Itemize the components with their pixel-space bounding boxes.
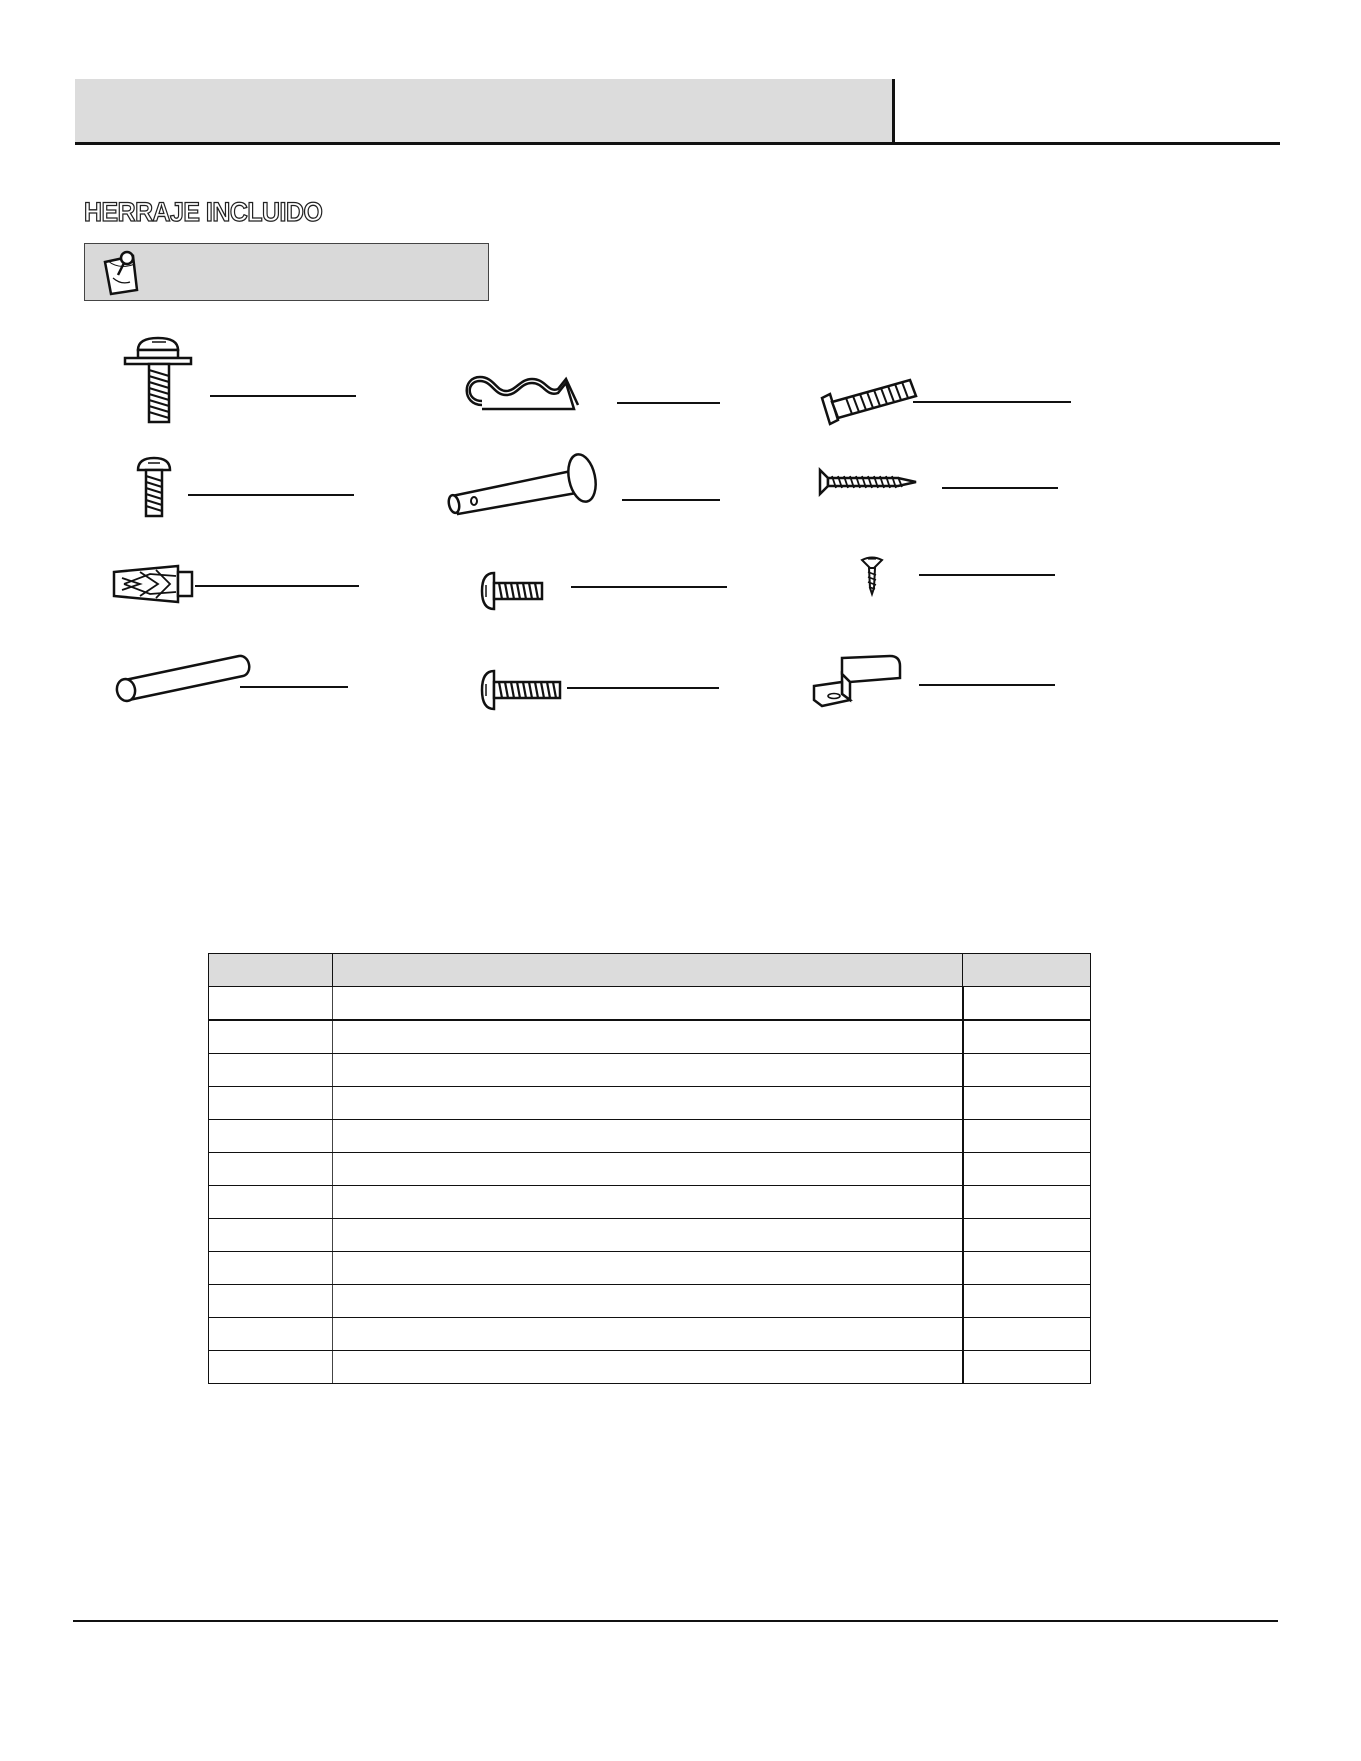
table-cell (209, 1318, 333, 1351)
table-cell (333, 1120, 963, 1153)
table-cell (209, 1153, 333, 1186)
table-cell (333, 1020, 963, 1054)
dowel-pin-icon (113, 650, 253, 702)
table-cell (209, 1252, 333, 1285)
long-machine-screw-icon (480, 669, 564, 711)
table-row (209, 1186, 1091, 1219)
part-label-leader (210, 395, 356, 397)
table-cell (963, 1318, 1091, 1351)
table-cell (963, 1054, 1091, 1087)
table-row (209, 1153, 1091, 1186)
table-cell (963, 1219, 1091, 1252)
part-label-leader (942, 487, 1058, 489)
part-label-leader (571, 586, 727, 588)
table-row (209, 1285, 1091, 1318)
table-cell (333, 1318, 963, 1351)
table-cell (963, 1153, 1091, 1186)
section-title: HERRAJE INCLUIDO (84, 197, 323, 227)
table-cell (209, 1219, 333, 1252)
parts-table (208, 953, 1091, 1384)
note-box (84, 243, 489, 301)
wood-screw-icon (818, 468, 918, 496)
table-row (209, 1087, 1091, 1120)
part-label-leader (567, 687, 719, 689)
part-label-leader (622, 499, 720, 501)
table-row (209, 1020, 1091, 1054)
table-cell (209, 1285, 333, 1318)
table-row (209, 1318, 1091, 1351)
table-cell (333, 1087, 963, 1120)
table-cell (209, 1087, 333, 1120)
machine-screw-with-washer-icon (122, 336, 198, 428)
part-label-leader (188, 494, 354, 496)
table-cell (209, 987, 333, 1021)
table-cell (963, 1120, 1091, 1153)
small-phillips-screw-icon (860, 556, 884, 596)
table-cell (963, 1186, 1091, 1219)
wire-connector-icon (110, 564, 198, 604)
table-cell (333, 1153, 963, 1186)
table-cell (333, 1252, 963, 1285)
table-row (209, 987, 1091, 1021)
table-cell (963, 1351, 1091, 1384)
footer-rule (73, 1620, 1278, 1622)
table-header-row (209, 954, 1091, 987)
part-label-leader (919, 684, 1055, 686)
table-row (209, 1219, 1091, 1252)
table-cell (209, 1054, 333, 1087)
table-row (209, 1252, 1091, 1285)
table-row (209, 1120, 1091, 1153)
header-rule (75, 142, 1280, 145)
table-row (209, 1054, 1091, 1087)
mounting-bracket-icon (810, 652, 906, 710)
part-label-leader (240, 686, 348, 688)
pushpin-note-icon (99, 248, 147, 298)
table-cell (333, 1186, 963, 1219)
part-label-leader (195, 585, 359, 587)
table-cell (333, 987, 963, 1021)
header-divider (892, 79, 895, 145)
table-header-quantity (963, 954, 1091, 987)
table-header-description (333, 954, 963, 987)
table-cell (209, 1120, 333, 1153)
table-cell (209, 1020, 333, 1054)
header-band (75, 79, 893, 143)
short-machine-screw-icon (480, 571, 546, 611)
table-cell (209, 1351, 333, 1384)
table-cell (963, 1087, 1091, 1120)
table-cell (963, 987, 1091, 1021)
clevis-pin-icon (446, 452, 606, 516)
table-cell (209, 1186, 333, 1219)
table-cell (333, 1219, 963, 1252)
table-header-part (209, 954, 333, 987)
part-label-leader (913, 401, 1071, 403)
table-cell (963, 1020, 1091, 1054)
small-machine-screw-icon (136, 456, 172, 520)
hairpin-clip-icon (462, 375, 582, 415)
table-cell (963, 1285, 1091, 1318)
table-cell (333, 1285, 963, 1318)
table-cell (333, 1054, 963, 1087)
part-label-leader (617, 402, 720, 404)
table-cell (963, 1252, 1091, 1285)
flat-head-bolt-icon (820, 372, 920, 428)
table-row (209, 1351, 1091, 1384)
part-label-leader (919, 574, 1055, 576)
table-cell (333, 1351, 963, 1384)
